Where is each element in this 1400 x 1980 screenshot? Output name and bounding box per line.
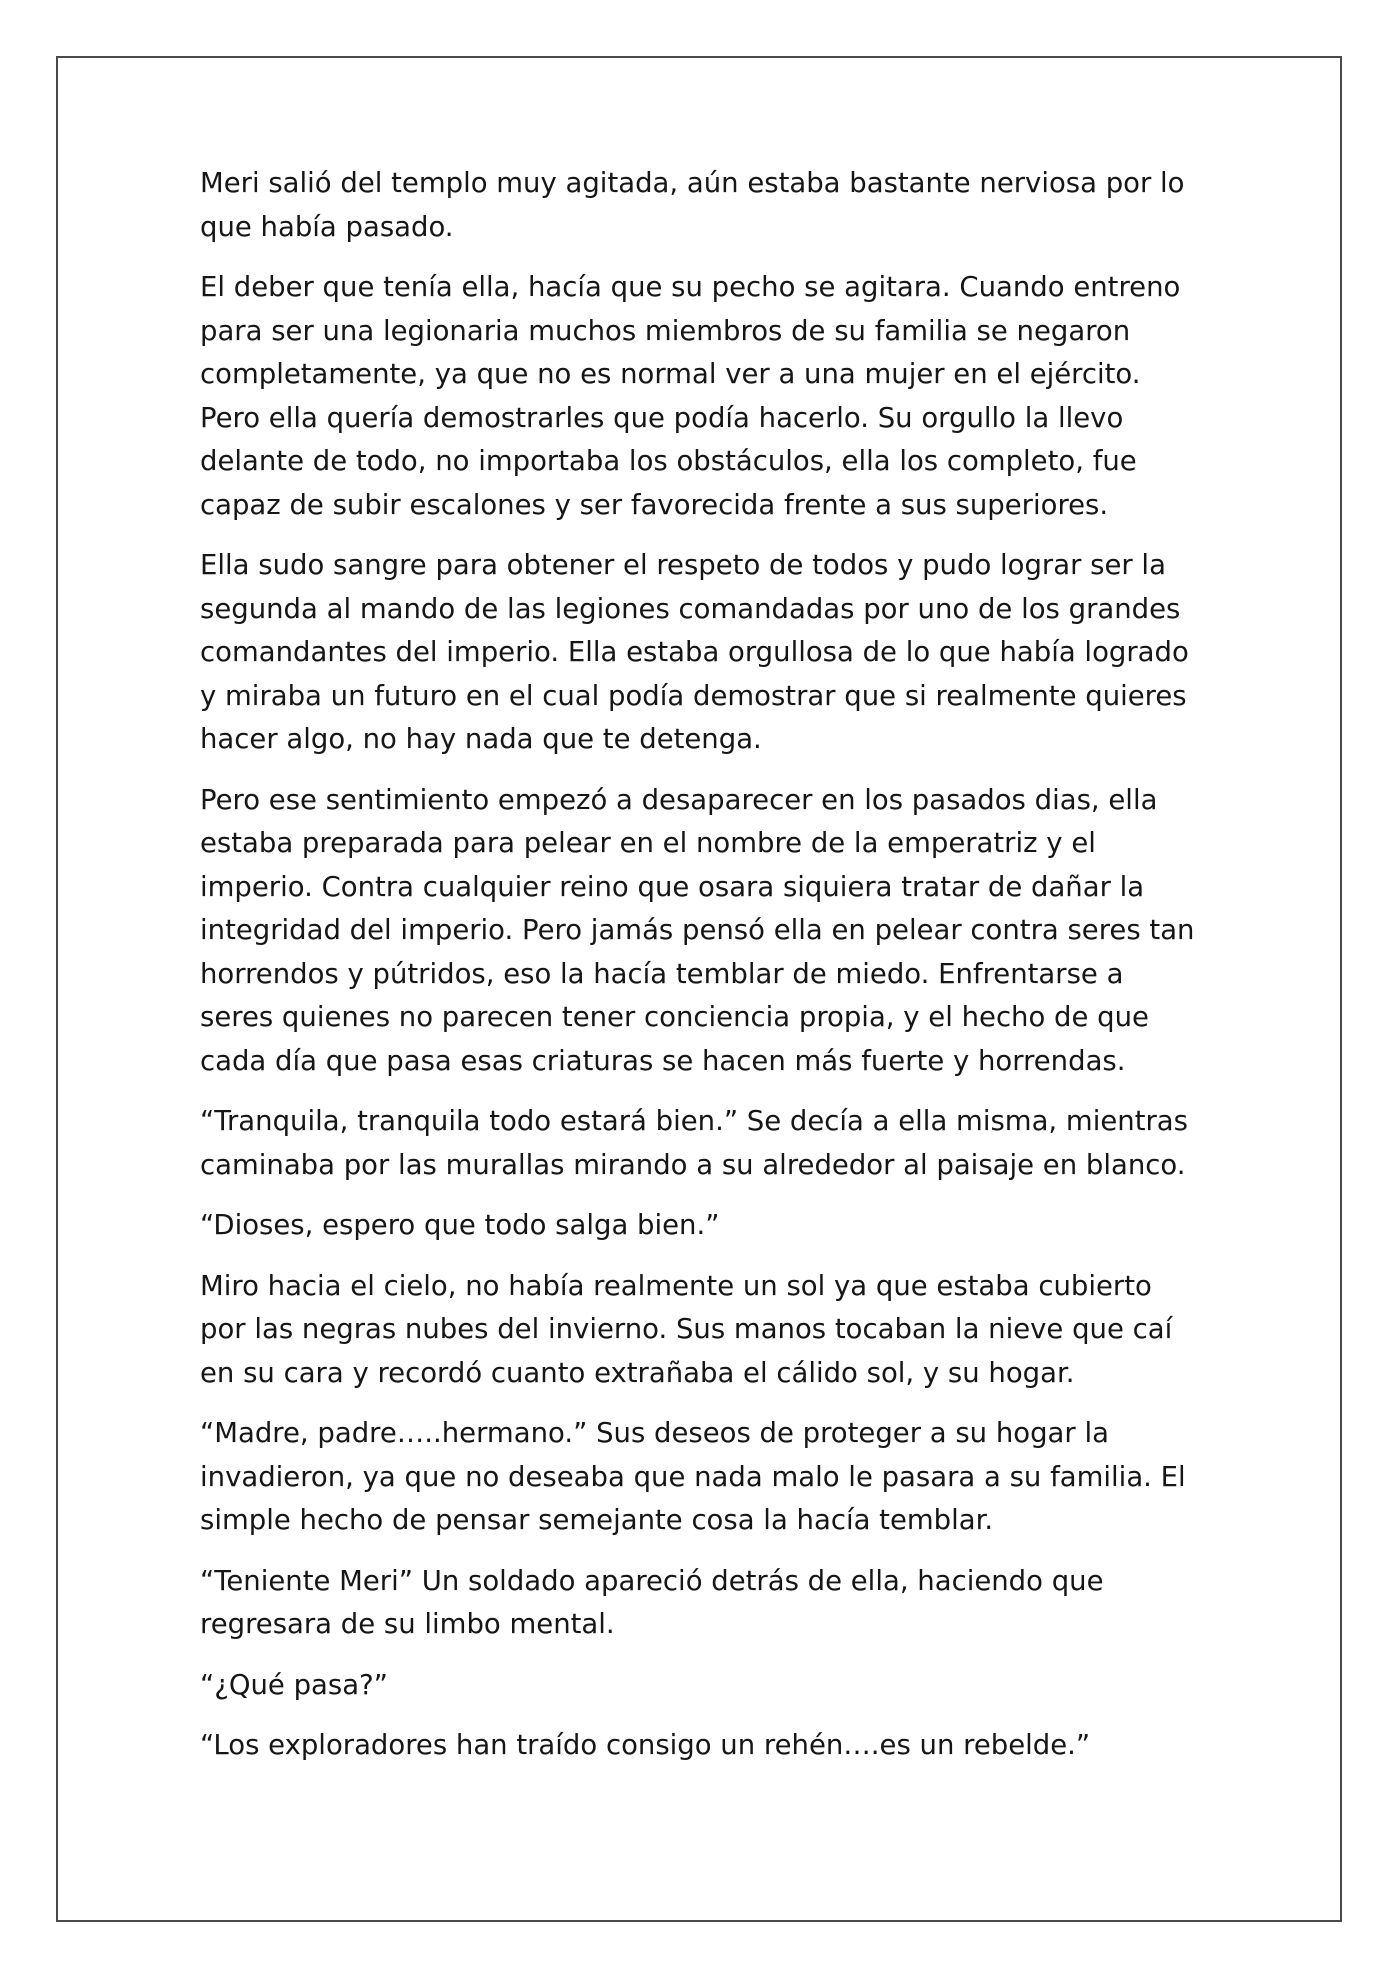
- paragraph: “Dioses, espero que todo salga bien.”: [200, 1209, 720, 1241]
- paragraph: Miro hacia el cielo, no había realmente un sol ya que estaba cubierto por las negras nubes del invierno. Sus manos tocaban la nieve que caí en su cara y recordó cuanto extrañaba el cálido sol, y su hogar.: [200, 1269, 1173, 1389]
- paragraph: Pero ese sentimiento empezó a desaparecer en los pasados dias, ella estaba preparada para pelear en el nombre de la emperatriz y el imperio. Contra cualquier reino que osara siquiera tratar de dañar la integridad del imperio. Pero jamás pensó ella en pelear contra seres tan horrendos y pútridos, eso la hacía temblar de miedo. Enfrentarse a seres quienes no parecen tener conciencia propia, y el hecho de que cada día que pasa esas criaturas se hacen más fuerte y horrendas.: [200, 783, 1195, 1077]
- paragraph: “Madre, padre…..hermano.” Sus deseos de proteger a su hogar la invadieron, ya que no deseaba que nada malo le pasara a su familia. El simple hecho de pensar semejante cosa la hacía temblar.: [200, 1417, 1186, 1536]
- paragraph: El deber que tenía ella, hacía que su pecho se agitara. Cuando entreno para ser una legionaria muchos miembros de su familia se negaron completamente, ya que no es normal ver a una mujer en el ejército. Pero ella quería demostrarles que podía hacerlo. Su orgullo la llevo delante de todo, no importaba los obstáculos, ella los completo, fue capaz de subir escalones y ser favorecida frente a sus superiores.: [200, 271, 1181, 521]
- document-body: [200, 162, 1205, 1785]
- paragraph: Ella sudo sangre para obtener el respeto de todos y pudo lograr ser la segunda al mando de las legiones comandadas por uno de los grandes comandantes del imperio. Ella estaba orgullosa de lo que había logrado y miraba un futuro en el cual podía demostrar que si realmente quieres hacer algo, no hay nada que te detenga.: [200, 549, 1189, 755]
- paragraph: “¿Qué pasa?”: [200, 1668, 388, 1701]
- paragraph: “Teniente Meri” Un soldado apareció detrás de ella, haciendo que regresara de su limbo mental.: [200, 1564, 1104, 1640]
- paragraph: “Tranquila, tranquila todo estará bien.” Se decía a ella misma, mientras caminaba por las murallas mirando a su alrededor al paisaje en blanco.: [200, 1105, 1188, 1181]
- paragraph: Meri salió del templo muy agitada, aún estaba bastante nerviosa por lo que había pasado.: [200, 167, 1185, 243]
- paragraph: “Los exploradores han traído consigo un rehén….es un rebelde.”: [200, 1729, 1091, 1761]
